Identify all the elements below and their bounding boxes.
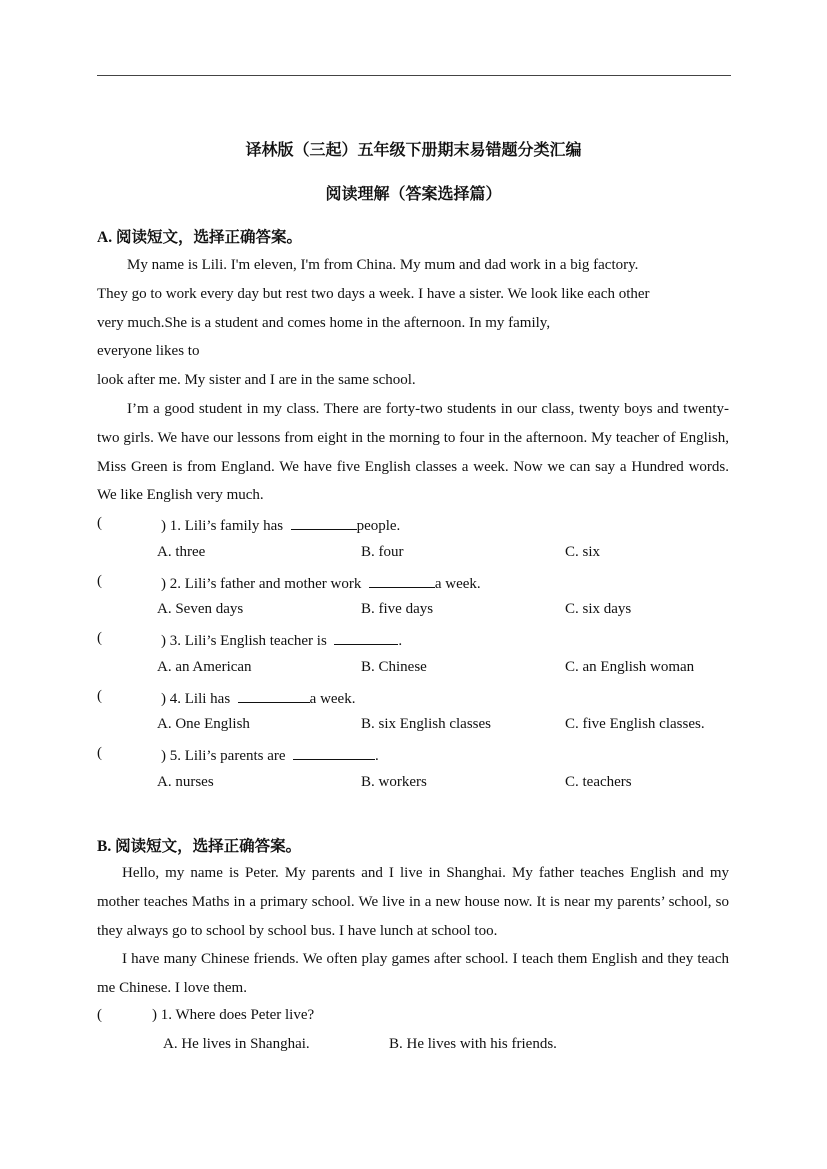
answer-blank [293,745,375,760]
question-a5 [97,745,737,767]
option-b[interactable]: B. five days [361,601,434,617]
question-stem: ) 2. Lili’s father and mother work [161,576,362,592]
header-rule [97,75,731,76]
passage-line: very much.She is a student and comes home in the afternoon. In my family, [97,314,551,331]
answer-paren[interactable]: ( [97,1007,102,1023]
answer-paren[interactable]: ( [97,630,102,646]
question-stem-end: . [398,633,403,649]
answer-blank [291,515,357,530]
answer-paren[interactable]: ( [97,688,102,704]
option-b[interactable]: B. He lives with his friends. [389,1036,557,1052]
question-a3 [97,630,737,652]
option-a[interactable]: A. Seven days [157,601,244,617]
question-a1 [97,515,737,537]
passage-line: They go to work every day but rest two days a week. I have a sister. We look like each other [97,285,650,302]
question-stem-end: . [375,748,379,764]
page-subtitle: 阅读理解（答案选择篇） [325,186,502,203]
question-stem: ) 5. Lili’s parents are [161,748,286,764]
option-a[interactable]: A. three [157,544,206,560]
option-c[interactable]: C. six [565,544,601,560]
passage-paragraph: Hello, my name is Peter. My parents and I live in Shanghai. My father teaches English and my mother teaches Maths in a primary school. We live in a new house now. It is near my parents’ school, so they always go to school by school bus. I have lunch at school too. [97,865,729,939]
answer-blank [369,573,435,588]
question-stem: ) 4. Lili has [161,691,231,707]
passage-paragraph: I’m a good student in my class. There are forty-two students in our class, twenty boys and twenty-two girls. We have our lessons from eight in the morning to four in the afternoon. My teacher of English, Miss Green is from England. We have five English classes a week. Now we can say a Hundred words. We like English very much. [97,400,729,504]
option-a[interactable]: A. nurses [157,774,214,790]
question-stem: ) 3. Lili’s English teacher is [161,633,327,649]
option-a[interactable]: A. an American [157,659,252,675]
option-b[interactable]: B. six English classes [361,716,491,732]
answer-paren[interactable]: ( [97,515,102,531]
section-b-passage [97,859,729,1003]
page-title: 译林版（三起）五年级下册期末易错题分类汇编 [245,142,582,159]
answer-blank [334,630,398,645]
passage-line: everyone likes to [97,343,200,360]
question-a4 [97,688,737,710]
question-stem-end: people. [356,518,401,534]
option-b[interactable]: B. four [361,544,404,560]
passage-line: My name is Lili. I'm eleven, I'm from China. My mum and dad work in a big factory. [127,257,639,273]
option-a[interactable]: A. One English [157,716,250,732]
option-a[interactable]: A. He lives in Shanghai. [163,1036,310,1052]
question-stem-end: a week. [434,576,481,592]
option-c[interactable]: C. five English classes. [565,716,705,732]
option-c[interactable]: C. teachers [565,774,632,790]
passage-line: look after me. My sister and I are in the same school. [97,372,416,389]
option-c[interactable]: C. six days [565,601,632,617]
section-b-heading: B. 阅读短文，选择正确答案。 [97,838,302,855]
question-stem: ) 1. Where does Peter live? [152,1007,315,1023]
section-a-heading: A. 阅读短文，选择正确答案。 [97,229,302,246]
answer-paren[interactable]: ( [97,745,102,761]
answer-paren[interactable]: ( [97,573,102,589]
answer-blank [238,688,310,703]
question-b1 [97,1007,737,1029]
option-c[interactable]: C. an English woman [565,659,695,675]
question-a2 [97,573,737,595]
option-b[interactable]: B. workers [361,774,427,790]
question-stem: ) 1. Lili’s family has [161,518,284,534]
question-stem-end: a week. [309,691,356,707]
section-a-passage [97,251,729,510]
option-b[interactable]: B. Chinese [361,659,427,675]
passage-paragraph: I have many Chinese friends. We often play games after school. I teach them English and they teach me Chinese. I love them. [97,951,729,997]
